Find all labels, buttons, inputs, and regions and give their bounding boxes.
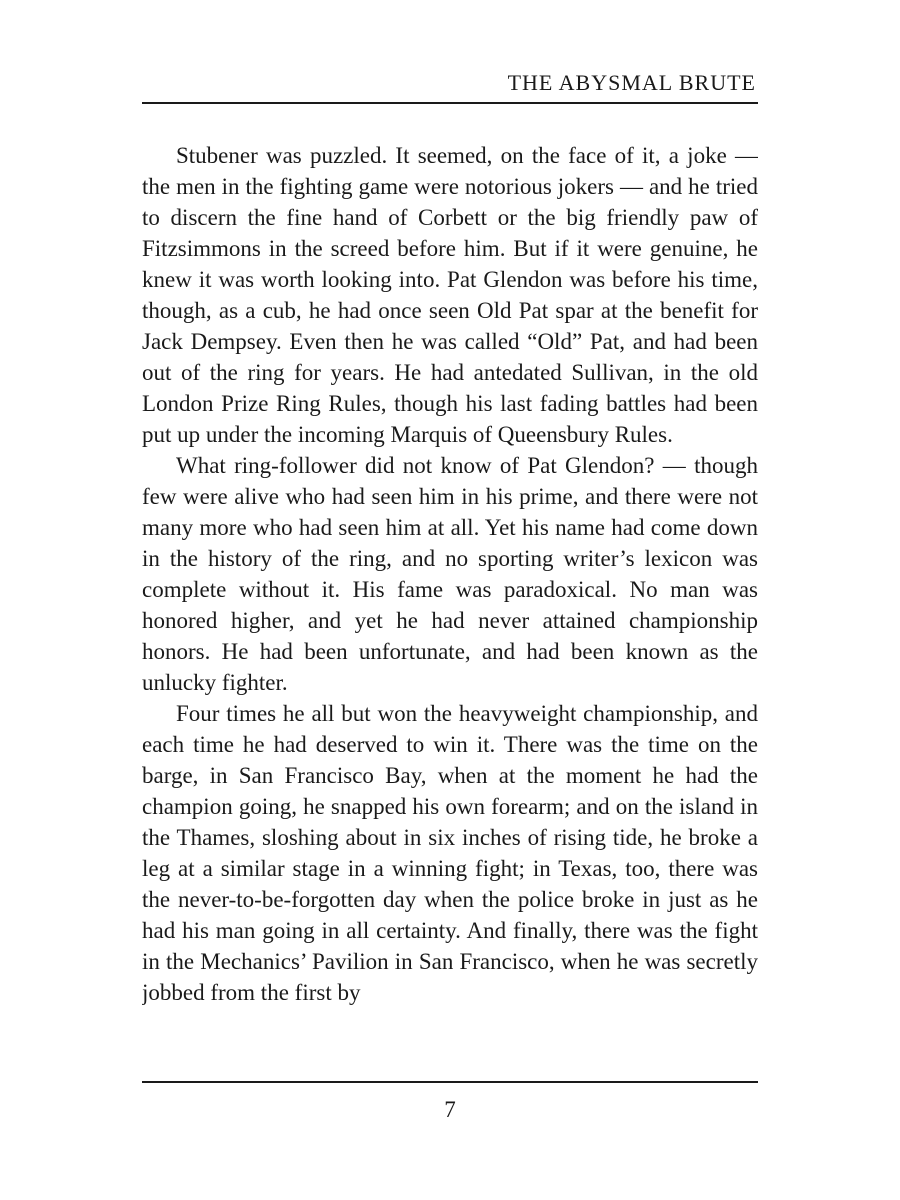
running-title: THE ABYSMAL BRUTE <box>507 70 756 95</box>
body-text <box>142 140 758 1060</box>
paragraph: What ring-follower did not know of Pat Glendon? — though few were alive who had seen him in his prime, and there were not many more who had seen him at all. Yet his name had come down in the history of the ring, and no sporting writer’s lexicon was complete without it. His fame was paradoxical. No man was honored higher, and yet he had never attained championship honors. He had been unfortunate, and had been known as the unlucky fighter. <box>142 453 758 695</box>
running-header <box>142 68 758 104</box>
footer-rule <box>142 1081 758 1083</box>
paragraph: Four times he all but won the heavyweight championship, and each time he had deserved to win it. There was the time on the barge, in San Francisco Bay, when at the moment he had the champion going, he snapped his own forearm; and on the island in the Thames, sloshing about in six inches of rising tide, he broke a leg at a similar stage in a winning fight; in Texas, too, there was the never-to-be-forgotten day when the police broke in just as he had his man going in all certainty. And finally, there was the fight in the Mechanics’ Pavilion in San Francisco, when he was secretly jobbed from the first by <box>142 701 758 1005</box>
page-number: 7 <box>444 1097 456 1122</box>
paragraph: Stubener was puzzled. It seemed, on the face of it, a joke — the men in the fighting game were notorious jokers — and he tried to discern the fine hand of Corbett or the big friendly paw of Fitzsimmons in the screed before him. But if it were genuine, he knew it was worth looking into. Pat Glendon was before his time, though, as a cub, he had once seen Old Pat spar at the benefit for Jack Dempsey. Even then he was called “Old” Pat, and had been out of the ring for years. He had antedated Sullivan, in the old London Prize Ring Rules, though his last fading battles had been put up under the incoming Marquis of Queensbury Rules. <box>142 143 758 447</box>
